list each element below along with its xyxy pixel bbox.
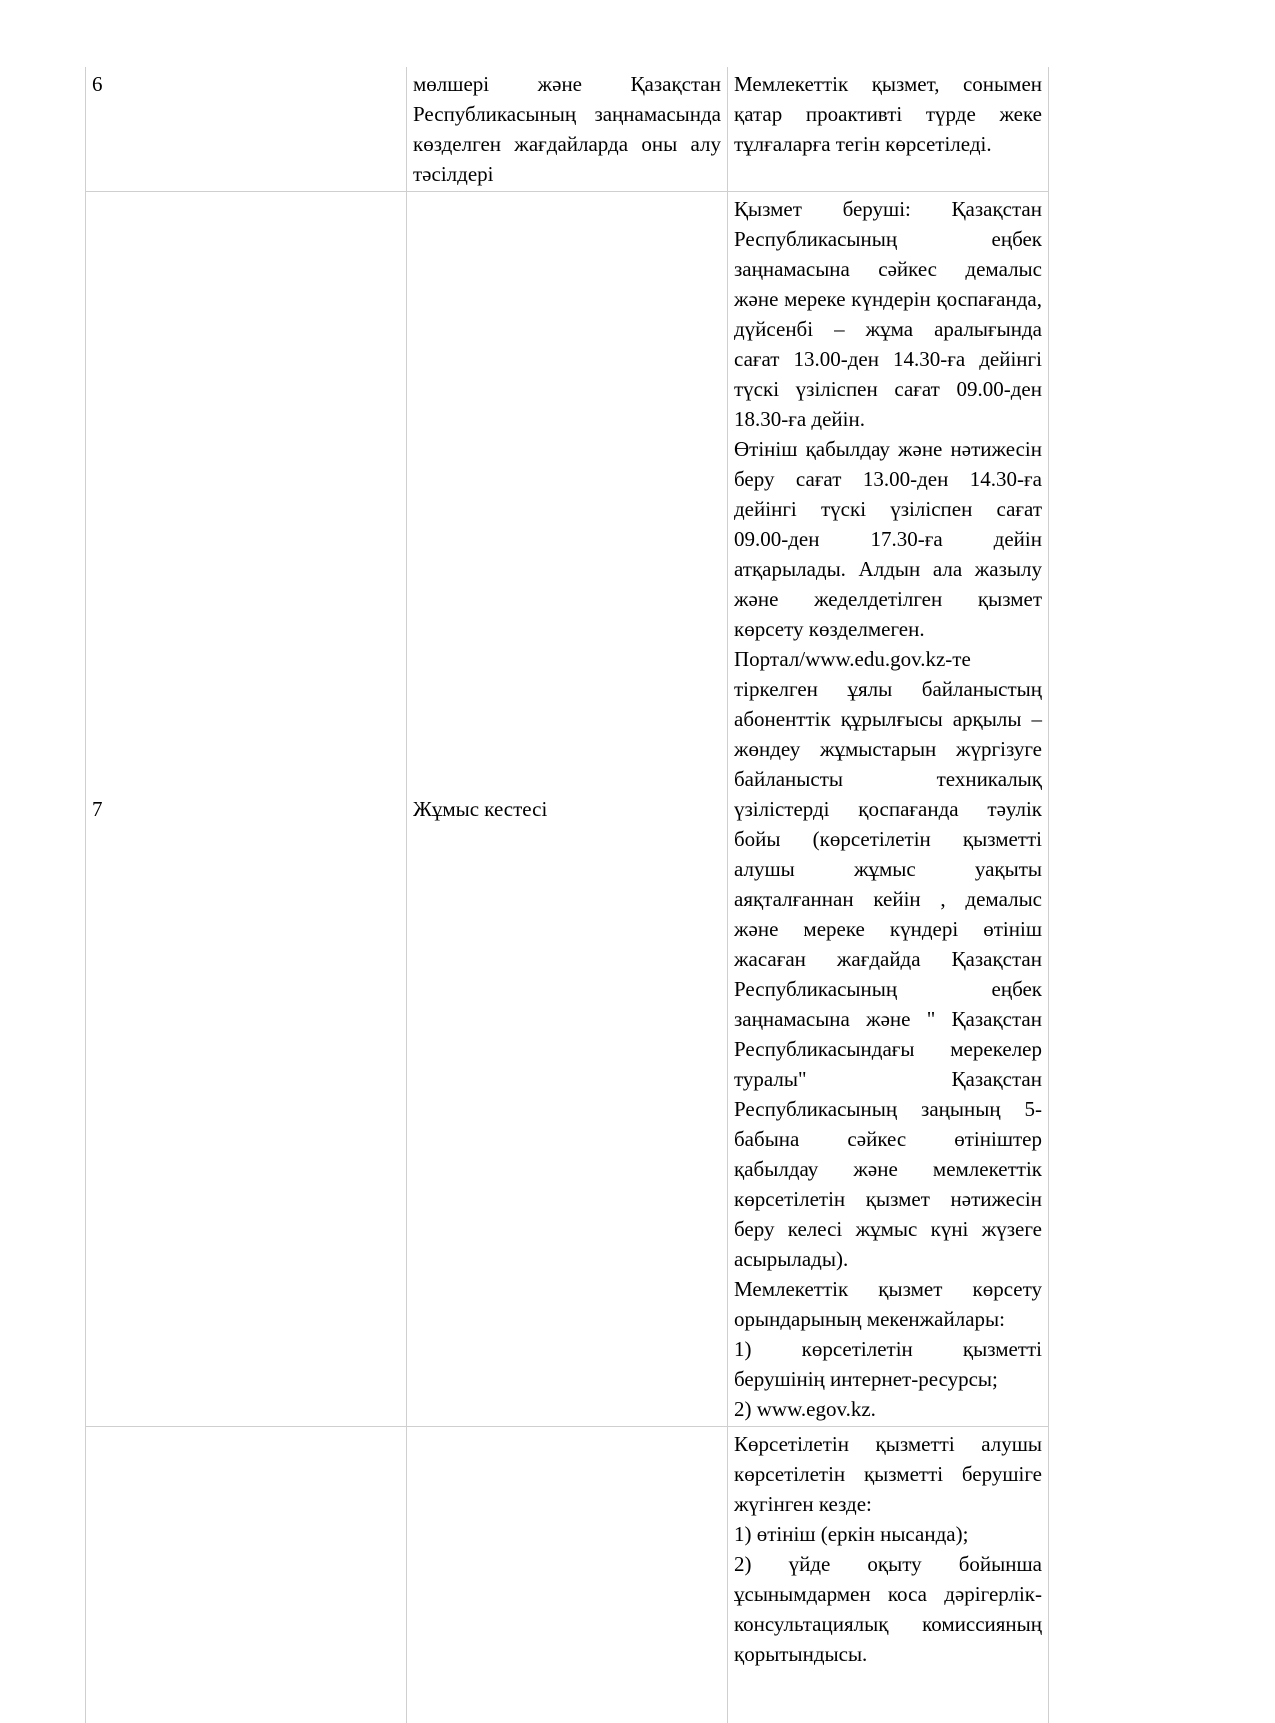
paragraph: Мемлекеттік қызмет көрсету орындарының мекенжайлары: [734,1277,1042,1331]
row-label-cell: Жұмыс кестесі [407,192,728,1427]
paragraph: 2) www.egov.kz. [734,1397,876,1421]
row-content-cell [728,67,1049,192]
paragraph: Көрсетілетін қызметті алушы көрсетілетін қызметті берушіге жүгінген кезде: [734,1432,1042,1516]
paragraph: Мемлекеттік қызмет, сонымен қатар проактивті түрде жеке тұлғаларға тегін көрсетіледі. [734,72,1042,156]
paragraph: 1) өтініш (еркін нысанда); [734,1522,969,1546]
table-row [86,1427,1049,1723]
paragraph: Өтініш қабылдау және нәтижесін беру сағат 13.00-ден 14.30-ға дейінгі түскі үзіліспен сағат 09.00-ден 17.30-ға дейін атқарылады. Алдын ала жазылу және жеделдетілген қызмет көрсету көзделмеген. [734,437,1042,641]
paragraph: Қызмет беруші: Қазақстан Республикасының еңбек заңнамасына сәйкес демалыс және мереке күндерін қоспағанда, дүйсенбі – жұма аралығында сағат 13.00-ден 14.30-ға дейінгі түскі үзіліспен сағат 09.00-ден 18.30-ға дейін. [734,197,1042,431]
row-label-cell [407,1427,728,1723]
row-number-cell [86,1427,407,1723]
row-label-cell: мөлшері және Қазақстан Республикасының заңнамасында көзделген жағдайларда оны алу тәсілдері [407,67,728,192]
paragraph: Портал/www.edu.gov.kz-те тіркелген ұялы байланыстың абоненттік құрылғысы арқылы – жөндеу жұмыстарын жүргізуге байланысты техникалық үзілістерді қоспағанда тәулік бойы (көрсетілетін қызметті алушы жұмыс уақыты аяқталғаннан кейін , демалыс және мереке күндері өтініш жасаған жағдайда Қазақстан Республикасының еңбек заңнамасына және " Қазақстан Республикасындағы мерекелер туралы" Қазақстан Республикасының заңының 5-бабына сәйкес өтініштер қабылдау және мемлекеттік көрсетілетін қызмет нәтижесін беру келесі жұмыс күні жүзеге асырылады). [734,647,1042,1271]
service-standard-table [85,67,1049,1723]
row-content-cell [728,192,1049,1427]
table-row [86,67,1049,192]
paragraph: 1) көрсетілетін қызметті берушінің интернет-ресурсы; [734,1337,1042,1391]
table-row [86,192,1049,1427]
row-number-cell: 6 [86,67,407,192]
row-number-cell: 7 [86,192,407,1427]
row-content-cell [728,1427,1049,1723]
document-page [85,67,1049,1723]
paragraph: 2) үйде оқыту бойынша ұсынымдармен коса дәрігерлік-консультациялық комиссияның қорытындысы. [734,1552,1042,1666]
